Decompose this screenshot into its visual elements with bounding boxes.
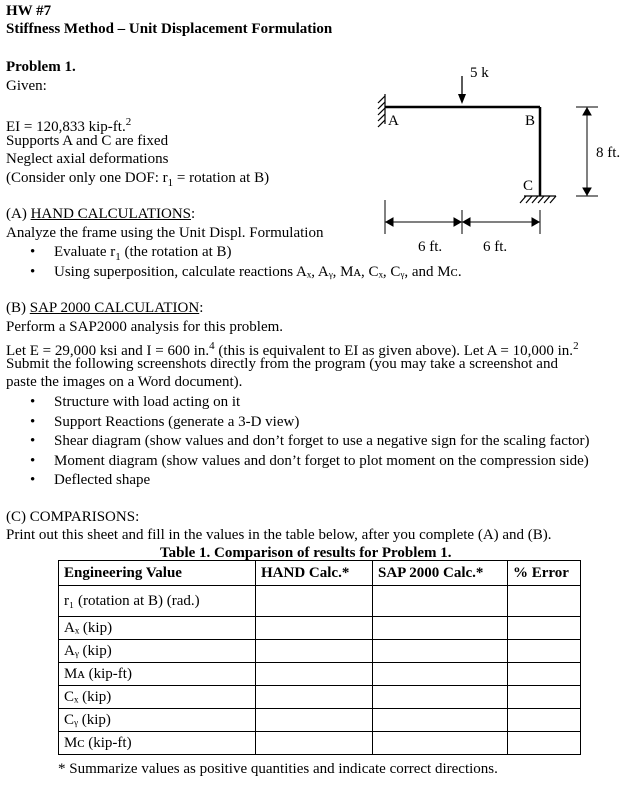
row-label: Aₓ (kip) xyxy=(59,617,256,640)
section-b-prefix: (B) xyxy=(6,300,30,316)
load-arrow-icon xyxy=(458,76,466,104)
sap-calc-cell[interactable] xyxy=(373,686,508,709)
given-label: Given: xyxy=(6,78,47,94)
table-footnote: * Summarize values as positive quantities and indicate correct directions. xyxy=(58,761,498,777)
homework-number: HW #7 xyxy=(6,3,52,19)
header-engineering-value: Engineering Value xyxy=(59,561,256,586)
hand-calc-cell[interactable] xyxy=(256,663,373,686)
height-dimension xyxy=(576,107,598,196)
bullet-subscript: 1 xyxy=(115,251,121,263)
problem-heading: Problem 1. xyxy=(6,59,76,75)
error-cell[interactable] xyxy=(508,686,581,709)
section-a-title: HAND CALCULATIONS xyxy=(30,206,191,222)
section-b-bullet: • Deflected shape xyxy=(30,471,590,491)
table-row xyxy=(59,586,581,617)
sap-calc-cell[interactable] xyxy=(373,663,508,686)
row-label: r₁ (rotation at B) (rad.) xyxy=(59,586,256,617)
error-cell[interactable] xyxy=(508,640,581,663)
error-cell[interactable] xyxy=(508,732,581,755)
dof-subscript: 1 xyxy=(167,177,174,189)
span-dimension xyxy=(385,200,540,234)
section-b-heading xyxy=(6,299,203,318)
table-row xyxy=(59,640,581,663)
sap-calc-cell[interactable] xyxy=(373,709,508,732)
label-a: A xyxy=(388,113,399,129)
sap-calc-cell[interactable] xyxy=(373,617,508,640)
ei-exponent: 2 xyxy=(125,116,132,128)
table-header-row xyxy=(59,561,581,586)
section-a-intro: Analyze the frame using the Unit Displ. Formulation xyxy=(6,225,324,241)
table-caption: Table 1. Comparison of results for Problem 1. xyxy=(160,545,452,561)
hand-calc-cell[interactable] xyxy=(256,709,373,732)
section-a-bullet xyxy=(30,243,462,263)
line2-pre: Let E = 29,000 ksi and I = 600 in. xyxy=(6,343,210,359)
section-b-title: SAP 2000 CALCULATION xyxy=(29,300,200,316)
line2-sup-2: 2 xyxy=(573,340,579,352)
error-cell[interactable] xyxy=(508,586,581,617)
section-a-prefix: (A) xyxy=(6,206,31,222)
section-a-heading xyxy=(6,205,195,224)
bullet-text-post: (the rotation at B) xyxy=(120,244,232,260)
dof-text-pre: (Consider only one DOF: r xyxy=(6,170,168,186)
header-sap-calc: SAP 2000 Calc.* xyxy=(373,561,508,586)
header-hand-calc: HAND Calc.* xyxy=(256,561,373,586)
section-b-bullet: • Shear diagram (show values and don’t forget to use a negative sign for the scaling factor) xyxy=(30,432,590,452)
line2-mid: (this is equivalent to EI as given above). Let A = 10,000 in. xyxy=(214,343,574,359)
label-c: C xyxy=(523,178,534,194)
load-label: 5 k xyxy=(470,65,489,81)
row-label: Cₓ (kip) xyxy=(59,686,256,709)
section-b-suffix: : xyxy=(199,300,204,316)
table-row xyxy=(59,686,581,709)
ei-text: EI = 120,833 kip-ft. xyxy=(6,119,126,135)
table-row xyxy=(59,663,581,686)
error-cell[interactable] xyxy=(508,617,581,640)
hand-calc-cell[interactable] xyxy=(256,686,373,709)
section-b-line1: Perform a SAP2000 analysis for this problem. xyxy=(6,319,284,335)
hand-calc-cell[interactable] xyxy=(256,640,373,663)
comparison-table xyxy=(58,560,581,755)
hand-calc-cell[interactable] xyxy=(256,617,373,640)
section-b-bullets xyxy=(30,393,590,491)
section-b-bullet: • Support Reactions (generate a 3-D view) xyxy=(30,413,590,433)
row-label: Aᵧ (kip) xyxy=(59,640,256,663)
section-c-heading: (C) COMPARISONS: xyxy=(6,509,140,525)
sap-calc-cell[interactable] xyxy=(373,640,508,663)
section-a-bullets xyxy=(30,243,462,282)
axial-line: Neglect axial deformations xyxy=(6,151,169,167)
bullet-text-pre: Evaluate r xyxy=(54,244,116,260)
section-b-line3: Submit the following screenshots directly from the program (you may take a screenshot and xyxy=(6,356,558,372)
table-row xyxy=(59,709,581,732)
row-label: Cᵧ (kip) xyxy=(59,709,256,732)
row-label: Mᴀ (kip-ft) xyxy=(59,663,256,686)
section-b-bullet: • Structure with load acting on it xyxy=(30,393,590,413)
label-b: B xyxy=(525,113,536,129)
line2-sup-4: 4 xyxy=(209,340,215,352)
fixed-support-a xyxy=(378,94,385,127)
section-c-instructions: Print out this sheet and fill in the values in the table below, after you complete (A) and (B). xyxy=(6,527,552,543)
sap-calc-cell[interactable] xyxy=(373,586,508,617)
error-cell[interactable] xyxy=(508,709,581,732)
fixed-support-c xyxy=(520,196,556,203)
section-b-bullet: • Moment diagram (show values and don’t forget to plot moment on the compression side) xyxy=(30,452,590,472)
table-row xyxy=(59,617,581,640)
page-title: Stiffness Method – Unit Displacement Formulation xyxy=(6,21,333,37)
dof-text-post: = rotation at B) xyxy=(173,170,270,186)
error-cell[interactable] xyxy=(508,663,581,686)
row-label: Mᴄ (kip-ft) xyxy=(59,732,256,755)
section-a-suffix: : xyxy=(191,206,196,222)
span-right-label: 6 ft. xyxy=(483,239,508,255)
supports-line: Supports A and C are fixed xyxy=(6,133,169,149)
section-b-line4: paste the images on a Word document). xyxy=(6,374,243,390)
hand-calc-cell[interactable] xyxy=(256,586,373,617)
sap-calc-cell[interactable] xyxy=(373,732,508,755)
hand-calc-cell[interactable] xyxy=(256,732,373,755)
table-row xyxy=(59,732,581,755)
header-percent-error: % Error xyxy=(508,561,581,586)
height-label: 8 ft. xyxy=(596,145,621,161)
span-left-label: 6 ft. xyxy=(418,239,443,255)
section-a-bullet: • Using superposition, calculate reactions Aₓ, Aᵧ, Mᴀ, Cₓ, Cᵧ, and Mᴄ. xyxy=(30,263,462,283)
